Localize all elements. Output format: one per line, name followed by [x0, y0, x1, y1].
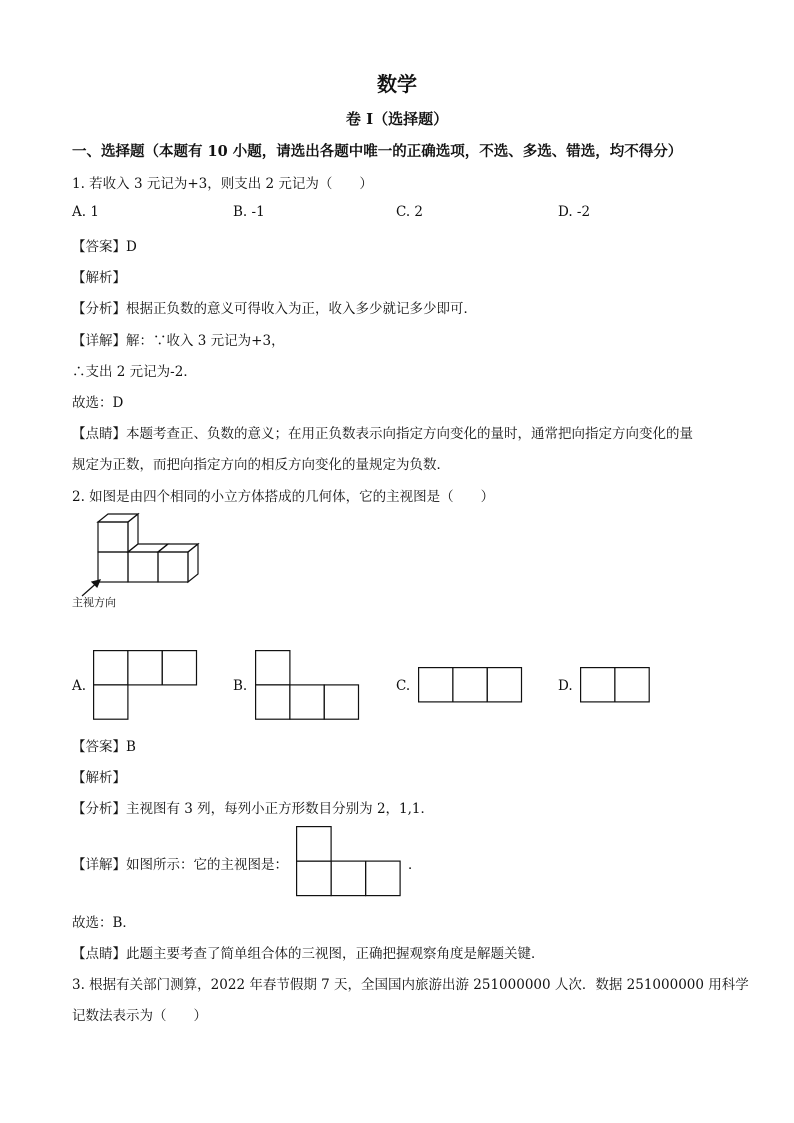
q2-option-d-figure: [580, 667, 651, 703]
q2-detail-figure: [296, 826, 402, 897]
q2-option-a-label: A.: [72, 678, 87, 694]
q1-analysis-label: 【解析】: [72, 270, 126, 286]
q2-option-c-figure: [418, 667, 523, 703]
q1-detail-2: ∴支出 2 元记为-2．: [72, 364, 197, 380]
q2-stem: 2. 如图是由四个相同的小立方体搭成的几何体，它的主视图是（ ）: [72, 489, 495, 505]
q1-option-a: A. 1: [72, 204, 99, 220]
q1-comment-1: 【点睛】本题考查正、负数的意义；在用正负数表示向指定方向变化的量时，通常把向指定方向变化的量: [72, 426, 693, 442]
q2-option-b-figure: [255, 650, 360, 720]
page-title: 数学: [377, 72, 417, 96]
q2-analysis-label: 【解析】: [72, 770, 126, 786]
q2-detail-end: ．: [408, 857, 422, 873]
q2-answer: 【答案】B: [72, 739, 136, 755]
q2-option-b-label: B.: [233, 678, 248, 694]
q1-stem: 1. 若收入 3 元记为+3，则支出 2 元记为（ ）: [72, 176, 373, 192]
q2-option-d-label: D.: [558, 678, 573, 694]
q3-stem-2: 记数法表示为（ ）: [72, 1008, 207, 1024]
section-heading: 一、选择题（本题有 10 小题，请选出各题中唯一的正确选项，不选、多选、错选，均不得分）: [72, 143, 683, 160]
q2-detail: 【详解】如图所示：它的主视图是：: [72, 857, 288, 873]
q1-option-b: B. -1: [233, 204, 265, 220]
q1-fenxi: 【分析】根据正负数的意义可得收入为正，收入多少就记多少即可．: [72, 301, 477, 317]
q2-choose: 故选：B．: [72, 915, 136, 931]
q2-option-c-label: C.: [396, 678, 411, 694]
q1-comment-2: 规定为正数，而把向指定方向的相反方向变化的量规定为负数．: [72, 457, 450, 473]
q3-stem-1: 3. 根据有关部门测算，2022 年春节假期 7 天，全国国内旅游出游 251000000 人次．数据 251000000 用科学: [72, 977, 749, 993]
q1-option-c: C. 2: [396, 204, 424, 220]
figure-caption: 主视方向: [72, 596, 116, 609]
q1-answer: 【答案】D: [72, 239, 137, 255]
q1-choose: 故选：D: [72, 395, 124, 411]
volume-subtitle: 卷 I（选择题）: [345, 110, 449, 128]
q1-detail-1: 【详解】解：∵收入 3 元记为+3，: [72, 333, 285, 349]
q1-option-d: D. -2: [558, 204, 591, 220]
q2-option-a-figure: [93, 650, 198, 720]
q2-comment: 【点睛】此题主要考查了简单组合体的三视图，正确把握观察角度是解题关键．: [72, 946, 545, 962]
q2-fenxi: 【分析】主视图有 3 列，每列小正方形数目分别为 2，1,1．: [72, 801, 435, 817]
